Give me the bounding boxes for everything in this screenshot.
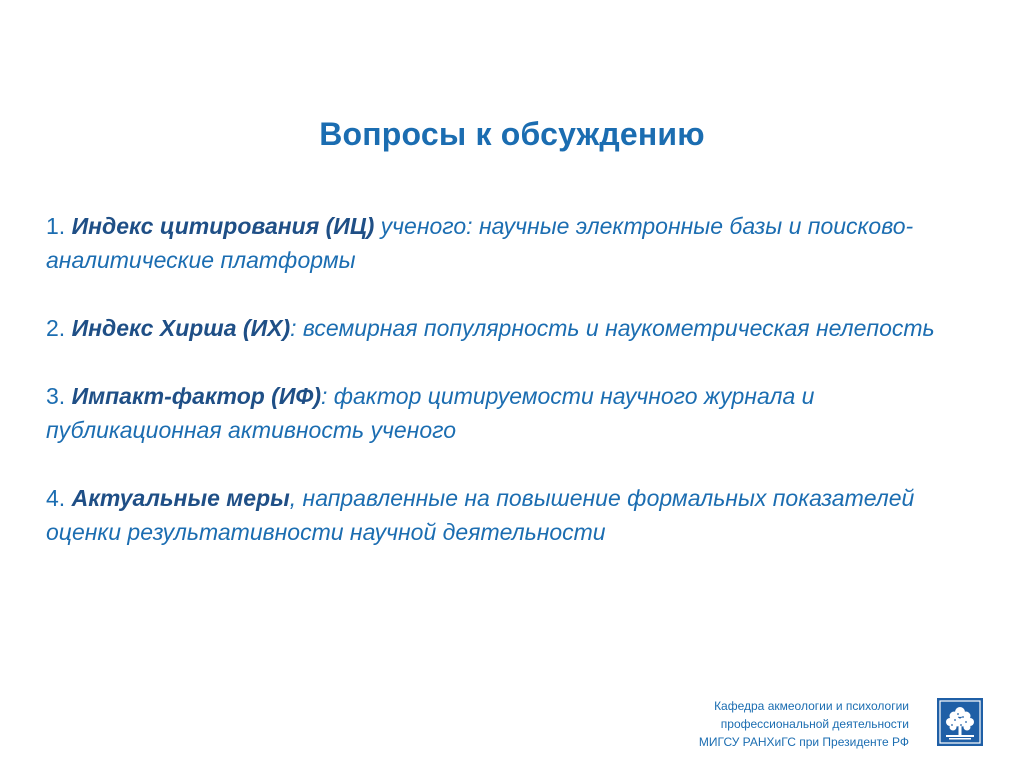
item-number: 2. <box>46 315 72 341</box>
list-item <box>46 481 946 549</box>
item-number: 3. <box>46 383 72 409</box>
item-text: : фактор цитируемости научного журнала и публикационная активность ученого <box>46 383 815 443</box>
item-term: Импакт-фактор (ИФ) <box>71 383 321 409</box>
footer-line: профессиональной деятельности <box>720 717 909 731</box>
discussion-list <box>46 209 946 583</box>
footer-line: МИГСУ РАНХиГС при Президенте РФ <box>698 735 909 749</box>
item-text: : всемирная популярность и наукометрическая нелепость <box>290 315 935 341</box>
list-item <box>46 311 946 345</box>
item-term: Индекс Хирша (ИХ) <box>71 315 291 341</box>
item-text: ученого: научные электронные базы и поисково-аналитические платформы <box>46 213 914 273</box>
item-text: , направленные на повышение формальных показателей оценки результативности научной деятельности <box>46 485 915 545</box>
item-term: Актуальные меры <box>71 485 290 511</box>
list-item <box>46 379 946 447</box>
item-number: 1. <box>46 213 72 239</box>
slide-title: Вопросы к обсуждению <box>319 116 705 152</box>
footer-line: Кафедра акмеологии и психологии <box>714 699 909 713</box>
tree-emblem-icon <box>937 698 983 746</box>
item-term: Индекс цитирования (ИЦ) <box>71 213 375 239</box>
list-item <box>46 209 946 277</box>
footer-department <box>699 697 909 751</box>
item-number: 4. <box>46 485 72 511</box>
